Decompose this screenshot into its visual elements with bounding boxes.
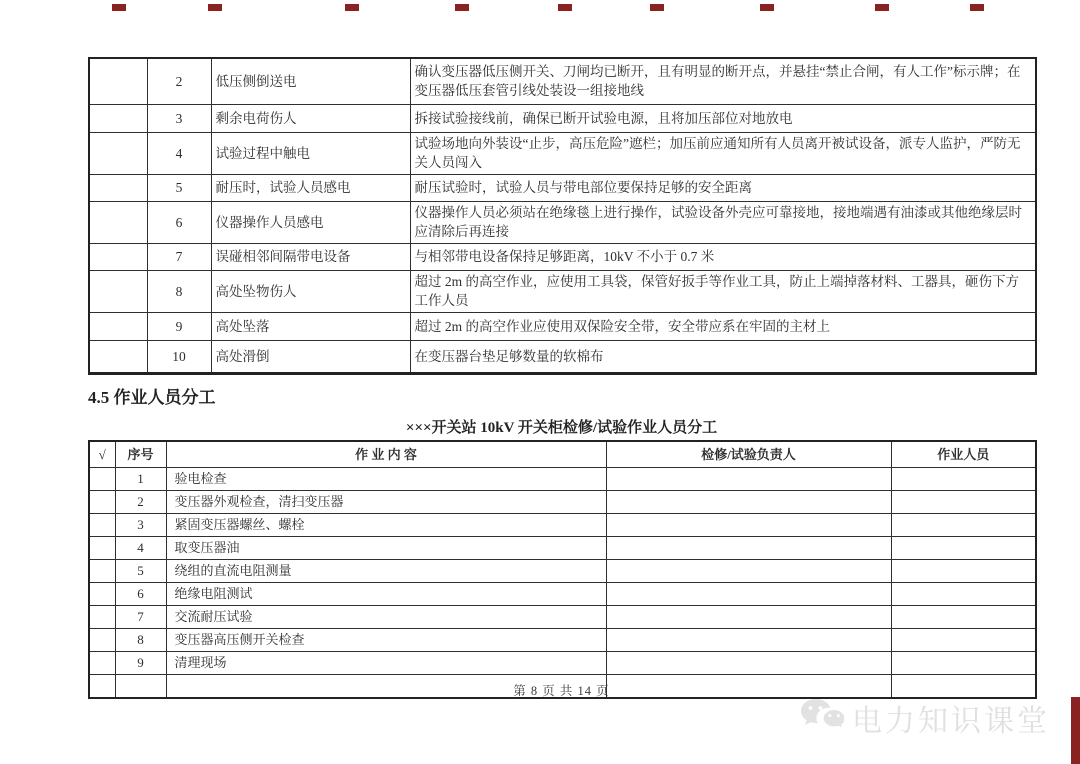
table-row — [89, 514, 1036, 537]
content-cell: 变压器高压侧开关检查 — [166, 629, 606, 652]
check-cell — [89, 560, 115, 583]
workers-cell — [891, 606, 1036, 629]
row-number-cell: 10 — [147, 340, 211, 373]
hazard-cell: 高处滑倒 — [211, 340, 410, 373]
row-number-cell: 6 — [147, 201, 211, 243]
red-dash-decoration — [208, 4, 222, 11]
red-dash-decoration — [875, 4, 889, 11]
content-cell: 交流耐压试验 — [166, 606, 606, 629]
table-row — [89, 468, 1036, 491]
red-dash-decoration — [760, 4, 774, 11]
workers-cell — [891, 583, 1036, 606]
check-cell — [89, 201, 147, 243]
table-row — [89, 132, 1036, 174]
leader-cell — [606, 629, 891, 652]
red-bar-decoration — [1071, 697, 1080, 764]
row-number-cell: 2 — [115, 491, 166, 514]
check-cell — [89, 629, 115, 652]
table-header-row — [89, 441, 1036, 468]
hazard-cell: 误碰相邻间隔带电设备 — [211, 243, 410, 270]
check-cell — [89, 132, 147, 174]
row-number-cell: 4 — [115, 537, 166, 560]
table-row — [89, 174, 1036, 201]
workers-cell — [891, 629, 1036, 652]
measure-cell: 超过 2m 的高空作业应使用双保险安全带，安全带应系在牢固的主材上 — [410, 312, 1036, 340]
content-cell: 紧固变压器螺丝、螺栓 — [166, 514, 606, 537]
workers-cell — [891, 514, 1036, 537]
table-row — [89, 652, 1036, 675]
row-number-cell: 9 — [115, 652, 166, 675]
number-header-cell: 序号 — [115, 441, 166, 468]
workers-cell — [891, 560, 1036, 583]
check-header-cell: √ — [89, 441, 115, 468]
watermark-text: 电力知识课堂 — [852, 705, 1050, 738]
table-row — [89, 606, 1036, 629]
workers-cell — [891, 491, 1036, 514]
check-cell — [89, 537, 115, 560]
red-dash-decoration — [970, 4, 984, 11]
check-cell — [89, 174, 147, 201]
table-row — [89, 491, 1036, 514]
check-cell — [89, 652, 115, 675]
hazard-cell: 试验过程中触电 — [211, 132, 410, 174]
measure-cell: 超过 2m 的高空作业，应使用工具袋，保管好扳手等作业工具，防止上端掉落材料、工器具，砸伤下方工作人员 — [410, 270, 1036, 312]
hazard-cell: 仪器操作人员感电 — [211, 201, 410, 243]
row-number-cell: 3 — [147, 104, 211, 132]
row-number-cell: 6 — [115, 583, 166, 606]
table-row — [89, 583, 1036, 606]
hazard-cell: 低压侧倒送电 — [211, 58, 410, 104]
row-number-cell: 5 — [115, 560, 166, 583]
table-row — [89, 104, 1036, 132]
check-cell — [89, 58, 147, 104]
measure-cell: 试验场地向外装设“止步，高压危险”遮栏；加压前应通知所有人员离开被试设备，派专人监护，严防无关人员闯入 — [410, 132, 1036, 174]
measure-cell: 与相邻带电设备保持足够距离，10kV 不小于 0.7 米 — [410, 243, 1036, 270]
workers-cell — [891, 652, 1036, 675]
workers-header-cell: 作业人员 — [891, 441, 1036, 468]
red-dash-decoration — [455, 4, 469, 11]
hazard-cell: 高处坠落 — [211, 312, 410, 340]
leader-cell — [606, 537, 891, 560]
leader-cell — [606, 652, 891, 675]
check-cell — [89, 468, 115, 491]
red-dash-decoration — [558, 4, 572, 11]
check-cell — [89, 243, 147, 270]
leader-cell — [606, 514, 891, 537]
check-cell — [89, 491, 115, 514]
leader-cell — [606, 560, 891, 583]
table-row — [89, 629, 1036, 652]
table-row — [89, 312, 1036, 340]
row-number-cell: 5 — [147, 174, 211, 201]
content-cell: 验电检查 — [166, 468, 606, 491]
assignment-table — [88, 440, 1037, 699]
red-dash-decoration — [650, 4, 664, 11]
measure-cell: 确认变压器低压侧开关、刀闸均已断开，且有明显的断开点，并悬挂“禁止合闸，有人工作”标示牌；在变压器低压套管引线处装设一组接地线 — [410, 58, 1036, 104]
wechat-bubbles-icon — [800, 697, 846, 740]
row-number-cell: 7 — [147, 243, 211, 270]
row-number-cell: 8 — [115, 629, 166, 652]
check-cell — [89, 606, 115, 629]
check-cell — [89, 514, 115, 537]
check-cell — [89, 340, 147, 373]
content-cell: 绝缘电阻测试 — [166, 583, 606, 606]
row-number-cell: 3 — [115, 514, 166, 537]
hazard-table — [88, 57, 1037, 375]
row-number-cell: 2 — [147, 58, 211, 104]
table-row — [89, 340, 1036, 373]
table-row — [89, 560, 1036, 583]
red-dash-decoration — [345, 4, 359, 11]
row-number-cell: 4 — [147, 132, 211, 174]
section-heading: 4.5 作业人员分工 — [88, 388, 216, 407]
row-number-cell: 1 — [115, 468, 166, 491]
hazard-cell: 高处坠物伤人 — [211, 270, 410, 312]
measure-cell: 在变压器台垫足够数量的软棉布 — [410, 340, 1036, 373]
workers-cell — [891, 537, 1036, 560]
watermark — [800, 696, 1050, 740]
leader-header-cell: 检修/试验负责人 — [606, 441, 891, 468]
check-cell — [89, 312, 147, 340]
measure-cell: 耐压试验时，试验人员与带电部位要保持足够的安全距离 — [410, 174, 1036, 201]
assignment-table-title: ×××开关站 10kV 开关柜检修/试验作业人员分工 — [405, 420, 718, 436]
page-number: 第 8 页 共 14 页 — [513, 684, 610, 698]
check-cell — [89, 270, 147, 312]
content-cell: 绕组的直流电阻测量 — [166, 560, 606, 583]
hazard-cell: 耐压时，试验人员感电 — [211, 174, 410, 201]
row-number-cell: 9 — [147, 312, 211, 340]
table-row — [89, 201, 1036, 243]
measure-cell: 拆接试验接线前，确保已断开试验电源，且将加压部位对地放电 — [410, 104, 1036, 132]
check-cell — [89, 583, 115, 606]
row-number-cell: 7 — [115, 606, 166, 629]
leader-cell — [606, 468, 891, 491]
leader-cell — [606, 491, 891, 514]
row-number-cell: 8 — [147, 270, 211, 312]
leader-cell — [606, 606, 891, 629]
table-row — [89, 243, 1036, 270]
content-cell: 变压器外观检查，清扫变压器 — [166, 491, 606, 514]
check-cell — [89, 104, 147, 132]
content-cell: 取变压器油 — [166, 537, 606, 560]
table-row — [89, 270, 1036, 312]
leader-cell — [606, 583, 891, 606]
hazard-cell: 剩余电荷伤人 — [211, 104, 410, 132]
table-row — [89, 58, 1036, 104]
table-row — [89, 537, 1036, 560]
workers-cell — [891, 468, 1036, 491]
content-cell: 清理现场 — [166, 652, 606, 675]
content-header-cell: 作 业 内 容 — [166, 441, 606, 468]
red-dash-decoration — [112, 4, 126, 11]
measure-cell: 仪器操作人员必须站在绝缘毯上进行操作，试验设备外壳应可靠接地，接地端遇有油漆或其他绝缘层时应清除后再连接 — [410, 201, 1036, 243]
